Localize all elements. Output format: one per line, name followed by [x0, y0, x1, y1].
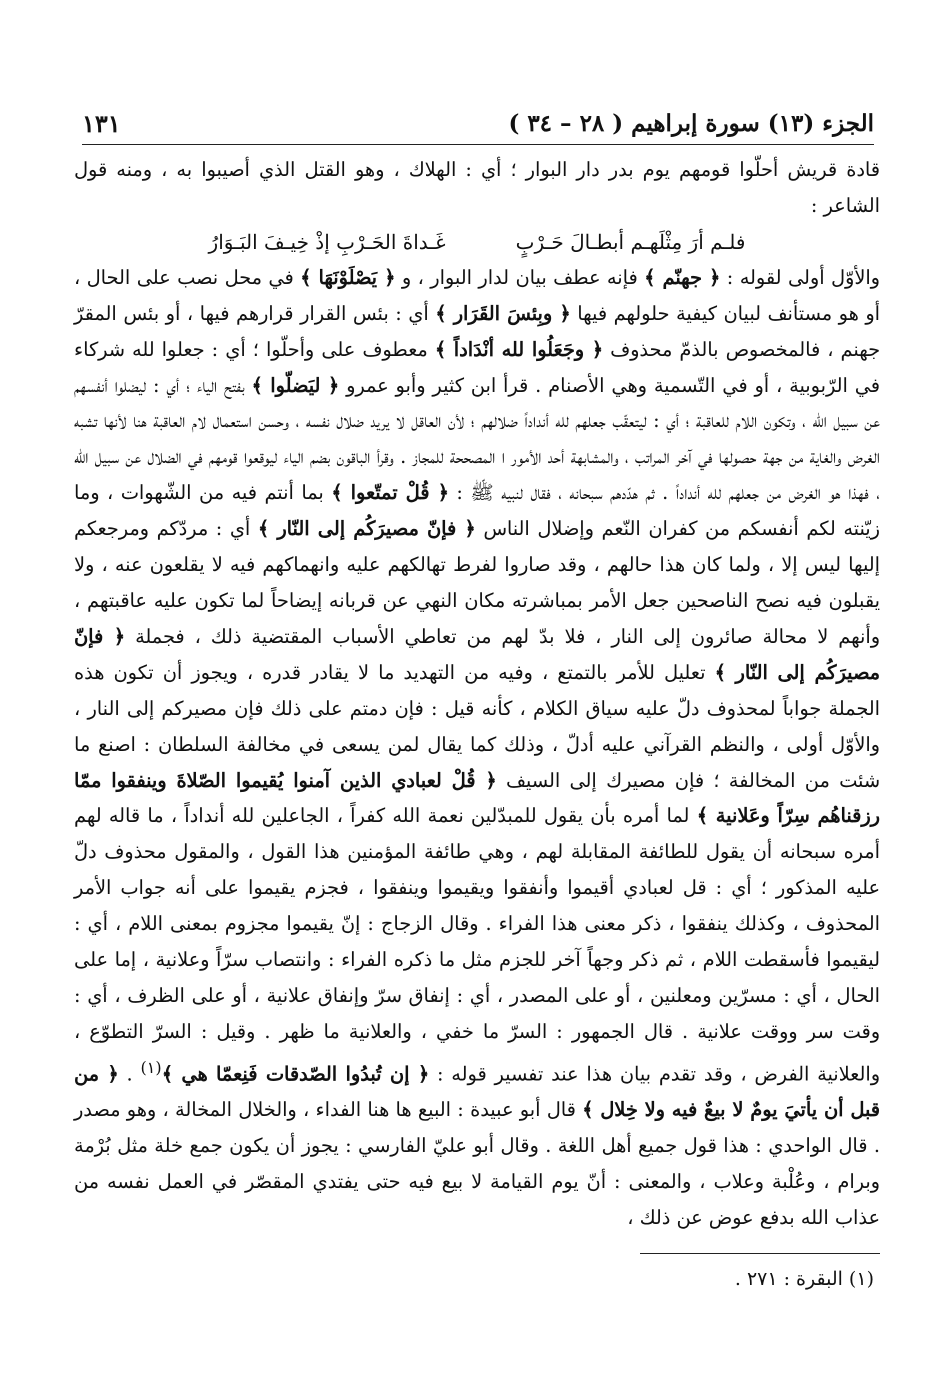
text-run: قال أبو عبيدة : البيع ها هنا الفداء ، والخلال المخالة ، وهو مصدر . قال الواحدي : هذا قول جميع أهل اللغة . وقال أبو عليّ الفارسي : يجوز أن يكون جمع خلة مثل بُرْمة وبرام ، وعُلْبة وعلاب ، والمعنى : أنّ يوم القيامة لا بيع فيه حتى يفتدي المقصّر في العمل نفسه من عذاب الله بدفع عوض عن ذلك ،: [74, 1098, 880, 1229]
quran-quote: ﴿ وجَعَلُوا لله أنْدَاداً ﴾: [434, 337, 604, 361]
page-number: ١٣١: [82, 108, 121, 138]
text-run: بفتح الياء ؛ أي : ليضلوا أنفسهم عن سبيل الله ، وتكون اللام للعاقبة ؛ أي : ليتعقّب جعلهم لله أنداداً ضلالهم ؛ لأن العاقل لا يريد ضلال نفسه ، وحسن استعمال لام العاقبة هنا لأنها تشبه الغرض والغاية من جهة حصولها في آخر المراتب ، والمشابهة أحد الأمور ا المصححة للمجاز . وقرأ الباقون بضم الياء ليوقعوا قومهم في الضلال عن سبيل الله ، فهذا هو الغرض من جعلهم لله أنداداً . ثم هدّدهم سبحانه ، فقال لنبيه ﷺ :: [74, 373, 880, 505]
quran-quote: ﴿ فإنّ مصيرَكُم إلى النّار ﴾: [74, 624, 880, 684]
main-text: [74, 152, 880, 1236]
text-run: أي : بئس القرار قرارهم فيها ، أو بئس المقرّ جهنم ، فالمخصوص بالذمّ محذوف: [74, 301, 881, 361]
text-run: فإنه عطف بيان لدار البوار ، و: [395, 265, 645, 289]
text-run: أي : مردّكم ومرجعكم إليها ليس إلا ، ولما كان هذا حالهم ، وقد صاروا لفرط تهالكهم عليه وانهماكهم فيه لا يقلعون عنه ، ولا يقبلون فيه نصح الناصحين جعل الأمر بمباشرته مكان النهي عن قربانه إيضاحاً لما تكون عليه عاقبتهم ، وأنهم لا محالة صائرون إلى النار ، فلا بدّ لهم من تعاطي الأسباب المقتضية ذلك ، فجملة: [74, 517, 881, 648]
verse-first-hemistich: فلـم أرَ مِثْلَهـم أبطـالَ حَـرْبٍ: [515, 229, 746, 254]
quran-quote: ﴿ جهنّم ﴾: [644, 265, 721, 289]
quran-quote: ﴿ قُلْ تمتّعوا ﴾: [331, 481, 449, 505]
quran-quote: ﴿ قُلْ لعبادي الذين آمنوا يُقيموا الصّلاةَ وينفقوا ممّا رزقناهُم سِرّاً وعَلانية ﴾: [74, 768, 880, 828]
text-run: لما أمره بأن يقول للمبدّلين نعمة الله كفراً ، الجاعلين لله أنداداً ، ما قاله لهم أمره سبحانه أن يقول للطائفة المقابلة لهم ، وهي طائفة المؤمنين هذا القول ، والمقول محذوف دلّ عليه المذكور ؛ أي : قل لعبادي أقيموا وأنفقوا ويقيموا وينفقوا ، فجزم يقيموا على أنه جواب الأمر المحذوف ، وكذلك ينفقوا ، ذكر معنى هذا الفراء . وقال الزجاج : إنّ يقيموا مجزوم بمعنى اللام ، أي : ليقيموا فأسقطت اللام ، ثم ذكر وجهاً آخر للجزم مثل ما ذكره الفراء : وانتصاب سرّاً وعلانية ، إما على الحال ، أي : مسرّين ومعلنين ، أو على المصدر ، أي : إنفاق سرّ وإنفاق علانية ، أو على الظرف ، أي : وقت سر ووقت علانية . قال الجمهور : السرّ ما خفي ، والعلانية ما ظهر . وقيل : السرّ التطوّع ، والعلانية الفرض ، وقد تقدم بيان هذا عند تفسير قوله :: [74, 804, 881, 1086]
poetry-verse: [74, 224, 880, 260]
text-run: تعليل للأمر بالتمتع ، وفيه من التهديد ما لا يقادر قدره ، ويجوز أن تكون هذه الجملة جواباً لمحذوف دلّ عليه سياق الكلام ، كأنه قيل : فإن دمتم على ذلك فإن مصيركم إلى النار ، والأوّل أولى ، والنظم القرآني عليه أدلّ ، وذلك كما يقال لمن يسعى في مخالفة السلطان : اصنع ما شئت من المخالفة ؛ فإن مصيرك إلى السيف: [74, 660, 880, 792]
text-run: معطوف على وأحلّوا ؛ أي : جعلوا لله شركاء في الرّبوبية ، أو في التّسمية وهي الأصنام . قرأ ابن كثير وأبو عمرو: [74, 337, 880, 397]
text-run: والأوّل أولى لقوله :: [720, 265, 880, 289]
text-run: بما أنتم فيه من الشّهوات ، وما زيّنته لكم أنفسكم من كفران النّعم وإضلال الناس: [74, 481, 880, 541]
text-run: في محل نصب على الحال ، أو هو مستأنف لبيان كيفية حلولهم فيها: [74, 265, 881, 325]
footnote: (١) البقرة : ٢٧١ .: [734, 1268, 874, 1290]
paragraph-commentary: [74, 260, 880, 1236]
running-head: الجزء (١٣) سورة إبراهيم ( ٢٨ – ٣٤ ): [508, 109, 874, 137]
footnote-divider: [640, 1253, 880, 1254]
verse-second-hemistich: غَـداةَ الحَـرْبِ إذْ خِيـفَ البَـوَارُ: [208, 229, 446, 254]
quran-quote: ﴿ ليَضلّوا ﴾: [251, 373, 340, 397]
quran-quote: ﴿ وبِئسَ القَرَار ﴾: [435, 301, 571, 325]
quran-quote: ﴿ من قبل أن يأتيَ يومٌ لا بيعٌ فيه ولا خِلال ﴾: [74, 1062, 880, 1122]
page-header: [82, 102, 874, 145]
paragraph-opening: قادة قريش أحلّوا قومهم يوم بدر دار البوار ؛ أي : الهلاك ، وهو القتل الذي أصيبوا به ، ومنه قول الشاعر :: [74, 158, 880, 217]
footnote-marker: (١): [140, 1057, 162, 1077]
quran-quote: ﴿ يَصْلَوْنَهَا ﴾: [300, 265, 396, 289]
quran-quote: ﴿ فإنّ مصيرَكُم إلى النّار ﴾: [257, 517, 476, 541]
quran-quote: ﴿ إن تُبدُوا الصّدقات فَنِعمّا هي ﴾: [161, 1062, 430, 1086]
text-run: .: [118, 1062, 141, 1086]
